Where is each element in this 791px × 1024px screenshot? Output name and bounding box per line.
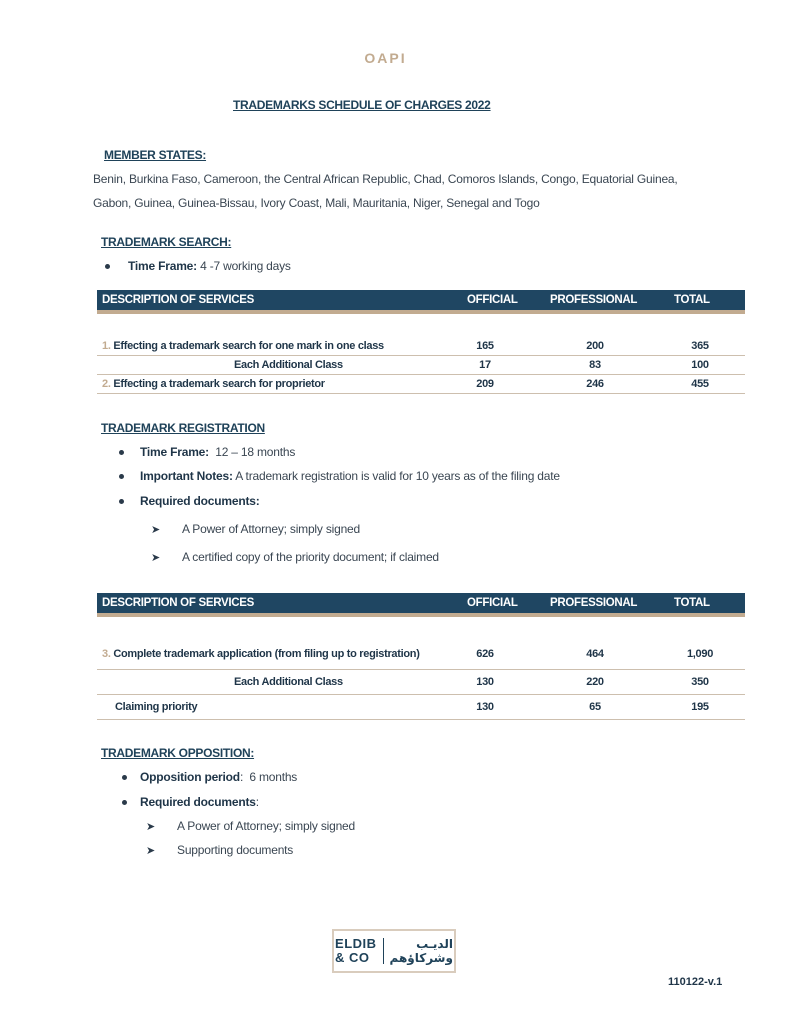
row-professional: 65 [589,701,601,713]
opposition-period: Opposition period : 6 months [122,770,297,784]
row-professional: 83 [589,359,601,371]
document-version: 110122-v.1 [668,976,723,988]
col-total: TOTAL [674,294,710,306]
registration-doc-item: ➤ A Power of Attorney; simply signed [151,522,360,536]
row-official: 165 [476,340,494,352]
row-description: Claiming priority [115,701,198,713]
row-description: 2. Effecting a trademark search for proprietor [102,378,325,390]
row-total: 1,090 [686,648,714,660]
col-official: OFFICIAL [467,294,518,306]
row-total: 100 [691,359,709,371]
arrow-bullet-icon: ➤ [151,551,161,564]
bullet-icon [105,264,110,269]
arrow-bullet-icon: ➤ [146,820,156,833]
table-row [97,695,745,720]
row-total: 195 [691,701,709,713]
bullet-icon [119,474,124,479]
row-official: 130 [476,676,494,688]
logo-english: ELDIB & CO [335,936,377,965]
table-header [97,290,745,314]
row-description: 3. Complete trademark application (from filing up to registration) [102,648,420,660]
bullet-icon [122,800,127,805]
document-title: TRADEMARKS SCHEDULE OF CHARGES 2022 [233,98,491,112]
member-states-heading: MEMBER STATES: [104,148,207,162]
logo-divider [383,938,384,964]
table-row [97,356,745,375]
col-professional: PROFESSIONAL [550,597,638,609]
member-states-line-1: Benin, Burkina Faso, Cameroon, the Central African Republic, Chad, Comoros Islands, Congo, Equatorial Guinea, [93,172,678,186]
row-professional: 200 [586,340,604,352]
table-row [97,645,745,670]
table-header [97,593,745,617]
registration-required-docs: Required documents: [119,494,260,508]
search-heading: TRADEMARK SEARCH: [101,235,232,249]
time-frame-value: 4 -7 working days [196,259,291,273]
logo-arabic: الديـب وشركاؤهم [389,937,453,965]
brand-title: OAPI [364,50,407,66]
row-total: 365 [691,340,709,352]
col-total: TOTAL [674,597,710,609]
registration-fees-table [97,593,745,720]
row-official: 626 [476,648,494,660]
search-fees-table [97,290,745,394]
row-description: Each Additional Class [234,359,343,371]
opposition-heading: TRADEMARK OPPOSITION: [101,746,255,760]
arrow-bullet-icon: ➤ [146,844,156,857]
row-professional: 220 [586,676,604,688]
bullet-icon [119,499,124,504]
row-description: 1. Effecting a trademark search for one mark in one class [102,340,384,352]
registration-time-frame: Time Frame: 12 – 18 months [119,445,295,459]
row-professional: 464 [586,648,604,660]
table-row [97,670,745,695]
col-official: OFFICIAL [467,597,518,609]
bullet-icon [119,450,124,455]
row-total: 455 [691,378,709,390]
arrow-bullet-icon: ➤ [151,523,161,536]
registration-notes: Important Notes: A trademark registration is valid for 10 years as of the filing date [119,469,560,483]
table-row [97,337,745,356]
time-frame-label: Time Frame: [128,259,197,273]
registration-doc-item: ➤ A certified copy of the priority document; if claimed [151,550,439,564]
bullet-icon [122,775,127,780]
table-row [97,375,745,394]
col-description: DESCRIPTION OF SERVICES [102,294,255,306]
member-states-line-2: Gabon, Guinea, Guinea-Bissau, Ivory Coast, Mali, Mauritania, Niger, Senegal and Togo [93,196,540,210]
row-professional: 246 [586,378,604,390]
row-official: 209 [476,378,494,390]
row-description: Each Additional Class [234,676,343,688]
search-time-frame [105,259,291,273]
opposition-required-docs: Required documents : [122,795,259,809]
row-total: 350 [691,676,709,688]
row-official: 17 [479,359,491,371]
col-professional: PROFESSIONAL [550,294,638,306]
opposition-doc-item: ➤ A Power of Attorney; simply signed [146,819,355,833]
registration-heading: TRADEMARK REGISTRATION [101,421,265,435]
opposition-doc-item: ➤ Supporting documents [146,843,294,857]
col-description: DESCRIPTION OF SERVICES [102,597,255,609]
eldib-logo [332,929,456,973]
row-official: 130 [476,701,494,713]
